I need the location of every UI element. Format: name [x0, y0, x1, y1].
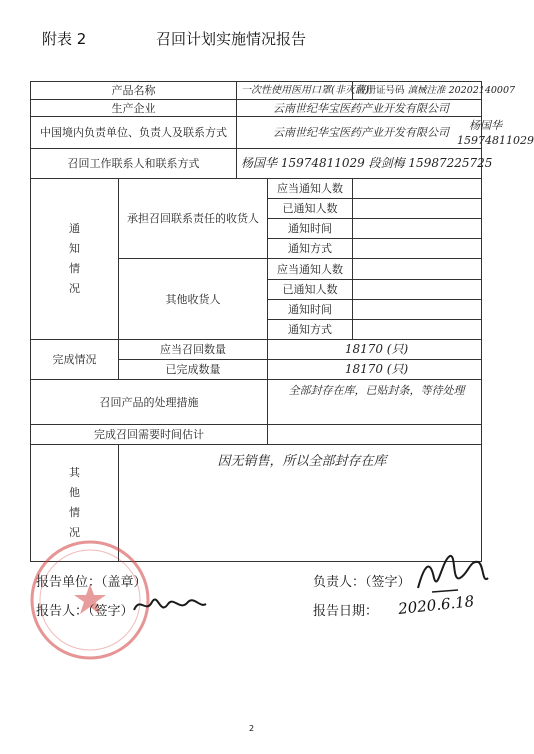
sub-row-notify-time: 通知时间 — [268, 219, 353, 239]
recall-contact-label: 召回工作联系人和联系方式 — [31, 149, 237, 179]
sub-row-notify-method-value — [353, 239, 482, 259]
notify-label — [31, 179, 119, 340]
sub-row-notify-method: 通知方式 — [268, 239, 353, 259]
report-unit-label: 报告单位：（盖章） — [36, 575, 147, 590]
sub-row-should-notify: 应当通知人数 — [268, 179, 353, 199]
attachment-label: 附表 2 — [42, 30, 87, 48]
page-number: 2 — [249, 724, 255, 733]
should-recall-value: 18170 (只) — [268, 340, 482, 360]
other-notify-method-value — [353, 320, 482, 340]
report-date-value: 2020.6.18 — [397, 592, 476, 618]
reporter-label: 报告人：（签字） — [36, 604, 134, 619]
completed-label: 已完成数量 — [119, 360, 268, 380]
sub-row-notify-time-value — [353, 219, 482, 239]
other-notified: 已通知人数 — [268, 280, 353, 300]
domestic-rep-person: 杨国华 — [469, 119, 502, 132]
sub-row-should-notify-value — [353, 179, 482, 199]
other-notify-method: 通知方式 — [268, 320, 353, 340]
other-char-1: 其 — [69, 466, 80, 479]
registration-value: 滇械注准 20202140007 — [407, 85, 516, 96]
report-title: 召回计划实施情况报告 — [156, 30, 307, 48]
domestic-rep-value: 云南世纪华宝医药产业开发有限公司 — [273, 126, 449, 139]
consignee-responsible: 承担召回联系责任的收货人 — [119, 179, 268, 259]
should-recall-label: 应当召回数量 — [119, 340, 268, 360]
sub-row-notified: 已通知人数 — [268, 199, 353, 219]
completion-label: 完成情况 — [31, 340, 119, 380]
notify-char-4: 况 — [69, 282, 80, 295]
other-should-notify: 应当通知人数 — [268, 259, 353, 280]
recall-contact-value: 杨国华 15974811029 段剑梅 15987225725 — [237, 149, 482, 179]
recall-report-table — [30, 81, 534, 562]
registration-label: 注册证号码 — [357, 85, 405, 96]
manufacturer-label: 生产企业 — [31, 100, 237, 117]
person-in-charge-label: 负责人：（签字） — [313, 575, 411, 590]
reporter-signature — [130, 590, 210, 620]
person-in-charge-signature — [412, 548, 492, 600]
completed-value: 18170 (只) — [268, 360, 482, 380]
registration-cell — [353, 82, 516, 100]
notify-char-2: 知 — [69, 242, 80, 255]
other-notify-time: 通知时间 — [268, 300, 353, 320]
manufacturer-value: 云南世纪华宝医药产业开发有限公司 — [237, 100, 482, 117]
domestic-rep-phone: 15974811029 — [457, 134, 534, 147]
time-estimate-value — [268, 425, 482, 445]
domestic-rep-label: 中国境内负责单位、负责人及联系方式 — [31, 117, 237, 149]
other-char-3: 情 — [69, 506, 80, 519]
other-value: 因无销售，所以全部封存在库 — [119, 445, 482, 562]
notify-char-1: 通 — [69, 222, 80, 235]
other-notified-value — [353, 280, 482, 300]
notify-char-3: 情 — [69, 262, 80, 275]
product-name-label: 产品名称 — [31, 82, 237, 100]
sub-row-notified-value — [353, 199, 482, 219]
handling-value: 全部封存在库，已贴封条，等待处理 — [268, 380, 482, 425]
time-estimate-label: 完成召回需要时间估计 — [31, 425, 268, 445]
other-char-4: 况 — [69, 526, 80, 539]
domestic-rep-cell — [237, 117, 534, 149]
consignee-other: 其他收货人 — [119, 259, 268, 340]
product-name-value: 一次性使用医用口罩(非灭菌) — [237, 82, 353, 100]
report-date-label: 报告日期： — [313, 604, 379, 619]
other-should-notify-value — [353, 259, 482, 280]
other-char-2: 他 — [69, 486, 80, 499]
handling-label: 召回产品的处理措施 — [31, 380, 268, 425]
other-notify-time-value — [353, 300, 482, 320]
